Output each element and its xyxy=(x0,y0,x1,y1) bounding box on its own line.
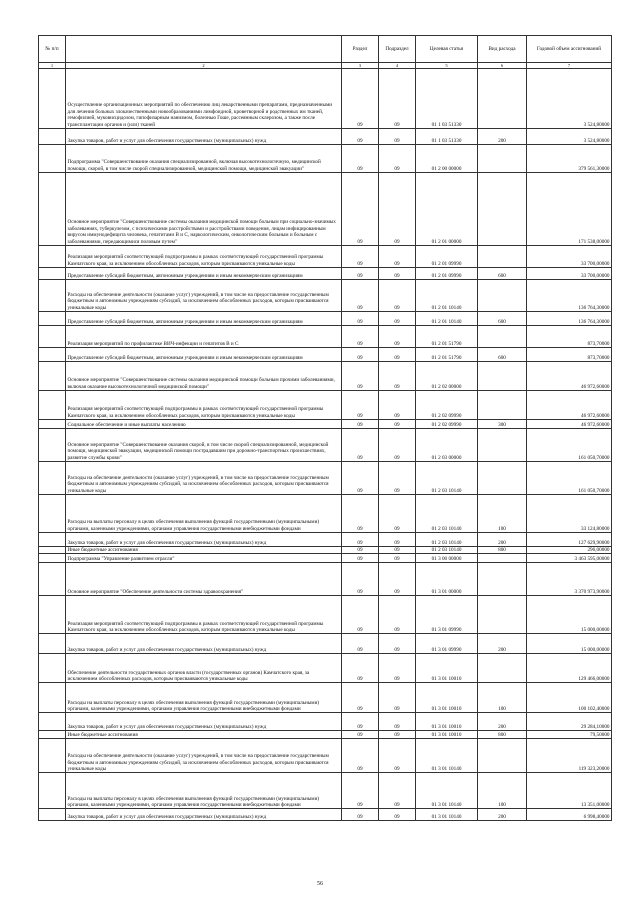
table-row xyxy=(39,280,612,312)
table-row xyxy=(39,713,612,731)
table-row xyxy=(39,268,612,280)
row-name-cell: Реализация мероприятий соответствующей подпрограммы в рамках соответствующей государственной программы Камчатского края, за исключением обособленных расходов, которым присваиваются уникальные коды xyxy=(66,246,342,268)
row-podrazdel-cell: 09 xyxy=(379,268,416,280)
column-index: 3 xyxy=(342,63,379,69)
row-sum-cell: 136 764,30000 xyxy=(527,312,612,326)
row-sum-cell: 129 466,00000 xyxy=(527,654,612,683)
row-podrazdel-cell: 09 xyxy=(379,280,416,312)
row-sum-cell: 296,00000 xyxy=(527,547,612,554)
row-sum-cell: 379 561,30000 xyxy=(527,145,612,173)
row-num-cell xyxy=(39,326,66,348)
row-name-cell: Реализация мероприятий по профилактике ВИЧ-инфекции и гепатитов В и С xyxy=(66,326,342,348)
header-razdel: Раздел xyxy=(342,36,379,63)
table-body xyxy=(39,69,612,821)
row-vr-cell xyxy=(478,554,527,563)
row-podrazdel-cell: 09 xyxy=(379,173,416,246)
row-name-cell: Закупка товаров, работ и услуг для обеспечения государственных (муниципальных) нужд xyxy=(66,809,342,821)
row-name-cell: Закупка товаров, работ и услуг для обеспечения государственных (муниципальных) нужд xyxy=(66,713,342,731)
row-num-cell xyxy=(39,731,66,739)
column-index: 2 xyxy=(66,63,342,69)
row-razdel-cell: 09 xyxy=(342,173,379,246)
row-razdel-cell: 09 xyxy=(342,326,379,348)
row-vr-cell: 600 xyxy=(478,268,527,280)
table-row xyxy=(39,462,612,495)
row-num-cell xyxy=(39,634,66,654)
row-name-cell: Закупка товаров, работ и услуг для обеспечения государственных (муниципальных) нужд xyxy=(66,634,342,654)
row-podrazdel-cell: 09 xyxy=(379,326,416,348)
row-num-cell xyxy=(39,739,66,773)
row-sum-cell: 15 000,00000 xyxy=(527,634,612,654)
table-row xyxy=(39,533,612,547)
row-name-cell: Расходы на обеспечение деятельности (оказание услуг) учреждений, в том числе на предоставление государственным бюджетным и автономным учреждениям субсидий, за исключением обособленных расходов, которым присваиваются уникальные коды xyxy=(66,739,342,773)
row-csr-cell: 01 3 01 10010 xyxy=(416,713,478,731)
table-row xyxy=(39,145,612,173)
row-num-cell xyxy=(39,547,66,554)
row-name-cell: Расходы на обеспечение деятельности (оказание услуг) учреждений, в том числе на предоставление государственным бюджетным и автономным учреждениям субсидий, за исключением обособленных расходов, которым присваиваются уникальные коды xyxy=(66,280,342,312)
row-name-cell: Подпрограмма "Совершенствование оказания специализированной, включая высокотехнологичную, медицинской помощи, скорой, в том числе скорой специализированной, медицинской помощи, медицинской эвакуации" xyxy=(66,145,342,173)
row-num-cell xyxy=(39,596,66,634)
row-csr-cell: 01 2 03 10140 xyxy=(416,462,478,495)
row-podrazdel-cell: 09 xyxy=(379,420,416,429)
table-row xyxy=(39,246,612,268)
table-row xyxy=(39,654,612,683)
row-vr-cell: 800 xyxy=(478,731,527,739)
row-num-cell xyxy=(39,145,66,173)
row-num-cell xyxy=(39,420,66,429)
table-row xyxy=(39,348,612,362)
row-podrazdel-cell: 09 xyxy=(379,495,416,533)
table-row xyxy=(39,554,612,563)
row-csr-cell: 01 2 00 00000 xyxy=(416,145,478,173)
row-name-cell: Закупка товаров, работ и услуг для обеспечения государственных (муниципальных) нужд xyxy=(66,129,342,145)
row-vr-cell xyxy=(478,69,527,129)
row-sum-cell: 13 351,00000 xyxy=(527,773,612,809)
row-name-cell: Закупка товаров, работ и услуг для обеспечения государственных (муниципальных) нужд xyxy=(66,533,342,547)
row-razdel-cell: 09 xyxy=(342,495,379,533)
row-sum-cell: 33 124,80000 xyxy=(527,495,612,533)
row-csr-cell: 01 2 03 10140 xyxy=(416,495,478,533)
row-vr-cell: 200 xyxy=(478,533,527,547)
row-vr-cell xyxy=(478,654,527,683)
row-sum-cell: 136 764,30000 xyxy=(527,280,612,312)
row-csr-cell: 01 3 01 10010 xyxy=(416,654,478,683)
row-csr-cell: 01 2 01 10140 xyxy=(416,312,478,326)
row-razdel-cell: 09 xyxy=(342,739,379,773)
row-razdel-cell: 09 xyxy=(342,362,379,391)
table-row xyxy=(39,312,612,326)
column-index: 1 xyxy=(39,63,66,69)
row-csr-cell: 01 2 01 10140 xyxy=(416,280,478,312)
row-vr-cell: 200 xyxy=(478,809,527,821)
row-podrazdel-cell: 09 xyxy=(379,739,416,773)
row-csr-cell: 01 3 00 00000 xyxy=(416,554,478,563)
row-razdel-cell: 09 xyxy=(342,268,379,280)
header-csr: Целевая статья xyxy=(416,36,478,63)
row-sum-cell: 119 323,20000 xyxy=(527,739,612,773)
table-row xyxy=(39,69,612,129)
row-podrazdel-cell: 09 xyxy=(379,429,416,462)
row-vr-cell: 200 xyxy=(478,634,527,654)
table-row xyxy=(39,731,612,739)
row-vr-cell xyxy=(478,326,527,348)
row-num-cell xyxy=(39,246,66,268)
row-name-cell: Основное мероприятие "Совершенствование системы оказания медицинской помощи больным прочими заболеваниями, включая оказание высокотехнологичной медицинской помощи" xyxy=(66,362,342,391)
row-vr-cell: 600 xyxy=(478,348,527,362)
row-csr-cell: 01 1 03 51330 xyxy=(416,129,478,145)
row-name-cell: Предоставление субсидий бюджетным, автономным учреждениям и иным некоммерческим организациям xyxy=(66,348,342,362)
row-csr-cell: 01 2 02 00000 xyxy=(416,362,478,391)
row-name-cell: Предоставление субсидий бюджетным, автономным учреждениям и иным некоммерческим организациям xyxy=(66,312,342,326)
row-csr-cell: 01 3 01 09990 xyxy=(416,596,478,634)
row-podrazdel-cell: 09 xyxy=(379,547,416,554)
row-razdel-cell: 09 xyxy=(342,554,379,563)
row-vr-cell: 100 xyxy=(478,773,527,809)
row-num-cell xyxy=(39,312,66,326)
row-num-cell xyxy=(39,533,66,547)
row-csr-cell: 01 3 01 10010 xyxy=(416,731,478,739)
row-podrazdel-cell: 09 xyxy=(379,362,416,391)
row-csr-cell: 01 3 01 10140 xyxy=(416,809,478,821)
row-razdel-cell: 09 xyxy=(342,420,379,429)
row-podrazdel-cell: 09 xyxy=(379,69,416,129)
row-csr-cell: 01 3 01 10140 xyxy=(416,773,478,809)
row-sum-cell: 100 102,40000 xyxy=(527,683,612,713)
row-razdel-cell: 09 xyxy=(342,145,379,173)
header-vr: Вид расхода xyxy=(478,36,527,63)
row-sum-cell: 15 000,00000 xyxy=(527,596,612,634)
table-row xyxy=(39,547,612,554)
row-name-cell: Расходы на обеспечение деятельности (оказание услуг) учреждений, в том числе на предоставление государственным бюджетным и автономным учреждениям субсидий, за исключением обособленных расходов, которым присваиваются уникальные коды xyxy=(66,462,342,495)
row-razdel-cell: 09 xyxy=(342,129,379,145)
row-num-cell xyxy=(39,563,66,596)
row-num-cell xyxy=(39,654,66,683)
row-vr-cell xyxy=(478,739,527,773)
row-podrazdel-cell: 09 xyxy=(379,312,416,326)
row-name-cell: Обеспечение деятельности государственных органов власти (государственных органов) Камчатского края, за исключением обособленных расходов, которым присваиваются уникальные коды xyxy=(66,654,342,683)
column-index: 4 xyxy=(379,63,416,69)
table-row xyxy=(39,420,612,429)
row-vr-cell xyxy=(478,429,527,462)
row-csr-cell: 01 1 03 51330 xyxy=(416,69,478,129)
row-sum-cell: 46 972,60000 xyxy=(527,362,612,391)
row-csr-cell: 01 2 03 00000 xyxy=(416,429,478,462)
row-razdel-cell: 09 xyxy=(342,654,379,683)
row-podrazdel-cell: 09 xyxy=(379,683,416,713)
row-podrazdel-cell: 09 xyxy=(379,563,416,596)
row-vr-cell xyxy=(478,362,527,391)
table-row xyxy=(39,739,612,773)
row-name-cell: Реализация мероприятий соответствующей подпрограммы в рамках соответствующей государственной программы Камчатского края, за исключением обособленных расходов, которым присваиваются уникальные коды xyxy=(66,596,342,634)
row-razdel-cell: 09 xyxy=(342,731,379,739)
row-vr-cell: 800 xyxy=(478,547,527,554)
row-razdel-cell: 09 xyxy=(342,312,379,326)
table-row xyxy=(39,429,612,462)
table-row xyxy=(39,173,612,246)
row-vr-cell xyxy=(478,246,527,268)
table-row xyxy=(39,809,612,821)
row-num-cell xyxy=(39,173,66,246)
row-vr-cell: 600 xyxy=(478,312,527,326)
row-csr-cell: 01 2 01 09990 xyxy=(416,246,478,268)
row-sum-cell: 79,50000 xyxy=(527,731,612,739)
row-podrazdel-cell: 09 xyxy=(379,554,416,563)
row-name-cell: Основное мероприятие "Обеспечение деятельности системы здравоохранения" xyxy=(66,563,342,596)
row-sum-cell: 33 700,00000 xyxy=(527,246,612,268)
row-vr-cell xyxy=(478,145,527,173)
row-csr-cell: 01 3 01 09990 xyxy=(416,634,478,654)
column-index: 7 xyxy=(527,63,612,69)
row-razdel-cell: 09 xyxy=(342,280,379,312)
row-podrazdel-cell: 09 xyxy=(379,596,416,634)
row-num-cell xyxy=(39,713,66,731)
table-row xyxy=(39,634,612,654)
row-num-cell xyxy=(39,129,66,145)
row-csr-cell: 01 2 03 10140 xyxy=(416,533,478,547)
header-podrazdel: Подраздел xyxy=(379,36,416,63)
row-name-cell: Иные бюджетные ассигнования xyxy=(66,731,342,739)
row-name-cell: Основное мероприятие "Совершенствование системы оказания медицинской помощи больным при социально-значимых заболеваниях, туберкулезом, с психическими расстройствами и расстройствами поведения, лицам инфицированным вирусом иммунодефицита человека, гепатитами В и С, наркологическим, онкологическим больным и больным с заболеваниями, передающимися половым путем" xyxy=(66,173,342,246)
table-row xyxy=(39,495,612,533)
row-csr-cell: 01 2 01 09990 xyxy=(416,268,478,280)
table-row xyxy=(39,326,612,348)
row-sum-cell: 161 050,70000 xyxy=(527,429,612,462)
row-name-cell: Реализация мероприятий соответствующей подпрограммы в рамках соответствующей государственной программы Камчатского края, за исключением обособленных расходов, которым присваиваются уникальные коды xyxy=(66,391,342,420)
row-num-cell xyxy=(39,809,66,821)
row-sum-cell: 127 629,90000 xyxy=(527,533,612,547)
row-name-cell: Иные бюджетные ассигнования xyxy=(66,547,342,554)
row-sum-cell: 29 284,10000 xyxy=(527,713,612,731)
row-vr-cell: 200 xyxy=(478,129,527,145)
row-sum-cell: 873,70000 xyxy=(527,326,612,348)
row-num-cell xyxy=(39,554,66,563)
row-csr-cell: 01 2 02 09990 xyxy=(416,420,478,429)
row-podrazdel-cell: 09 xyxy=(379,533,416,547)
row-sum-cell: 3 524,80000 xyxy=(527,69,612,129)
row-razdel-cell: 09 xyxy=(342,713,379,731)
row-csr-cell: 01 2 01 51790 xyxy=(416,326,478,348)
row-name-cell: Расходы на выплаты персоналу в целях обеспечения выполнения функций государственными (муниципальными) органами, казенными учреждениями, органами управления государственными внебюджетными фондами xyxy=(66,773,342,809)
row-name-cell: Социальное обеспечение и иные выплаты населению xyxy=(66,420,342,429)
row-vr-cell xyxy=(478,391,527,420)
row-razdel-cell: 09 xyxy=(342,429,379,462)
row-sum-cell: 6 998,40000 xyxy=(527,809,612,821)
header-name xyxy=(66,36,342,63)
row-vr-cell xyxy=(478,280,527,312)
row-vr-cell: 100 xyxy=(478,495,527,533)
row-num-cell xyxy=(39,268,66,280)
table-header-row xyxy=(39,36,612,63)
row-podrazdel-cell: 09 xyxy=(379,713,416,731)
row-razdel-cell: 09 xyxy=(342,533,379,547)
row-vr-cell: 100 xyxy=(478,683,527,713)
row-name-cell: Подпрограмма "Управление развитием отрасли" xyxy=(66,554,342,563)
row-csr-cell: 01 3 01 10140 xyxy=(416,739,478,773)
row-num-cell xyxy=(39,362,66,391)
row-csr-cell: 01 2 02 09990 xyxy=(416,391,478,420)
row-vr-cell xyxy=(478,173,527,246)
row-sum-cell: 161 050,70000 xyxy=(527,462,612,495)
row-podrazdel-cell: 09 xyxy=(379,654,416,683)
row-razdel-cell: 09 xyxy=(342,773,379,809)
row-razdel-cell: 09 xyxy=(342,69,379,129)
table-row xyxy=(39,773,612,809)
row-razdel-cell: 09 xyxy=(342,809,379,821)
row-sum-cell: 3 524,80000 xyxy=(527,129,612,145)
row-razdel-cell: 09 xyxy=(342,547,379,554)
row-sum-cell: 873,70000 xyxy=(527,348,612,362)
row-csr-cell: 01 2 01 00000 xyxy=(416,173,478,246)
row-sum-cell: 3 370 973,90000 xyxy=(527,563,612,596)
row-num-cell xyxy=(39,429,66,462)
row-name-cell: Осуществление организационных мероприятий по обеспечению лиц лекарственными препаратами, предназначенными для лечения больных злокачественными новообразованиями лимфоидной, кроветворной и родственных им тканей, гемофилией, муковисцидозом, гипофизарным нанизмом, болезнью Гоше, рассеянным склерозом, а также после трансплантации органов и (или) тканей xyxy=(66,69,342,129)
table-row xyxy=(39,683,612,713)
row-sum-cell: 46 972,60000 xyxy=(527,420,612,429)
row-num-cell xyxy=(39,462,66,495)
row-razdel-cell: 09 xyxy=(342,246,379,268)
row-vr-cell: 300 xyxy=(478,420,527,429)
row-podrazdel-cell: 09 xyxy=(379,129,416,145)
row-razdel-cell: 09 xyxy=(342,563,379,596)
header-num: № п/п xyxy=(39,36,66,63)
row-name-cell: Расходы на выплаты персоналу в целях обеспечения выполнения функций государственными (муниципальными) органами, казенными учреждениями, органами управления государственными внебюджетными фондами xyxy=(66,683,342,713)
row-csr-cell: 01 2 03 10140 xyxy=(416,547,478,554)
row-name-cell: Расходы на выплаты персоналу в целях обеспечения выполнения функций государственными (муниципальными) органами, казенными учреждениями, органами управления государственными внебюджетными фондами xyxy=(66,495,342,533)
row-sum-cell: 171 538,00000 xyxy=(527,173,612,246)
budget-table xyxy=(38,35,612,821)
row-razdel-cell: 09 xyxy=(342,462,379,495)
row-podrazdel-cell: 09 xyxy=(379,246,416,268)
row-num-cell xyxy=(39,683,66,713)
row-csr-cell: 01 3 01 00000 xyxy=(416,563,478,596)
row-sum-cell: 33 700,00000 xyxy=(527,268,612,280)
row-sum-cell: 46 972,60000 xyxy=(527,391,612,420)
header-sum: Годовой объем ассигнований xyxy=(527,36,612,63)
row-name-cell: Предоставление субсидий бюджетным, автономным учреждениям и иным некоммерческим организациям xyxy=(66,268,342,280)
row-podrazdel-cell: 09 xyxy=(379,348,416,362)
row-razdel-cell: 09 xyxy=(342,391,379,420)
row-podrazdel-cell: 09 xyxy=(379,145,416,173)
row-num-cell xyxy=(39,69,66,129)
row-podrazdel-cell: 09 xyxy=(379,462,416,495)
column-index: 6 xyxy=(478,63,527,69)
row-vr-cell xyxy=(478,462,527,495)
row-podrazdel-cell: 09 xyxy=(379,731,416,739)
row-podrazdel-cell: 09 xyxy=(379,809,416,821)
row-num-cell xyxy=(39,348,66,362)
row-num-cell xyxy=(39,773,66,809)
row-razdel-cell: 09 xyxy=(342,683,379,713)
row-vr-cell xyxy=(478,596,527,634)
row-vr-cell: 200 xyxy=(478,713,527,731)
table-row xyxy=(39,596,612,634)
row-vr-cell xyxy=(478,563,527,596)
table-row xyxy=(39,563,612,596)
row-num-cell xyxy=(39,280,66,312)
page-number: 56 xyxy=(317,881,323,887)
row-razdel-cell: 09 xyxy=(342,596,379,634)
row-podrazdel-cell: 09 xyxy=(379,773,416,809)
row-sum-cell: 3 463 595,00000 xyxy=(527,554,612,563)
table-row xyxy=(39,362,612,391)
row-podrazdel-cell: 09 xyxy=(379,634,416,654)
row-razdel-cell: 09 xyxy=(342,634,379,654)
row-num-cell xyxy=(39,391,66,420)
table-row xyxy=(39,129,612,145)
column-index: 5 xyxy=(416,63,478,69)
row-razdel-cell: 09 xyxy=(342,348,379,362)
row-csr-cell: 01 3 01 10010 xyxy=(416,683,478,713)
table-row xyxy=(39,391,612,420)
row-name-cell: Основное мероприятие "Совершенствование оказания скорой, в том числе скорой специализированной, медицинской помощи, медицинской эвакуации, медицинской помощи пострадавшим при дорожно-транспортных происшествиях, развитие службы крови" xyxy=(66,429,342,462)
row-podrazdel-cell: 09 xyxy=(379,391,416,420)
row-num-cell xyxy=(39,495,66,533)
row-csr-cell: 01 2 01 51790 xyxy=(416,348,478,362)
